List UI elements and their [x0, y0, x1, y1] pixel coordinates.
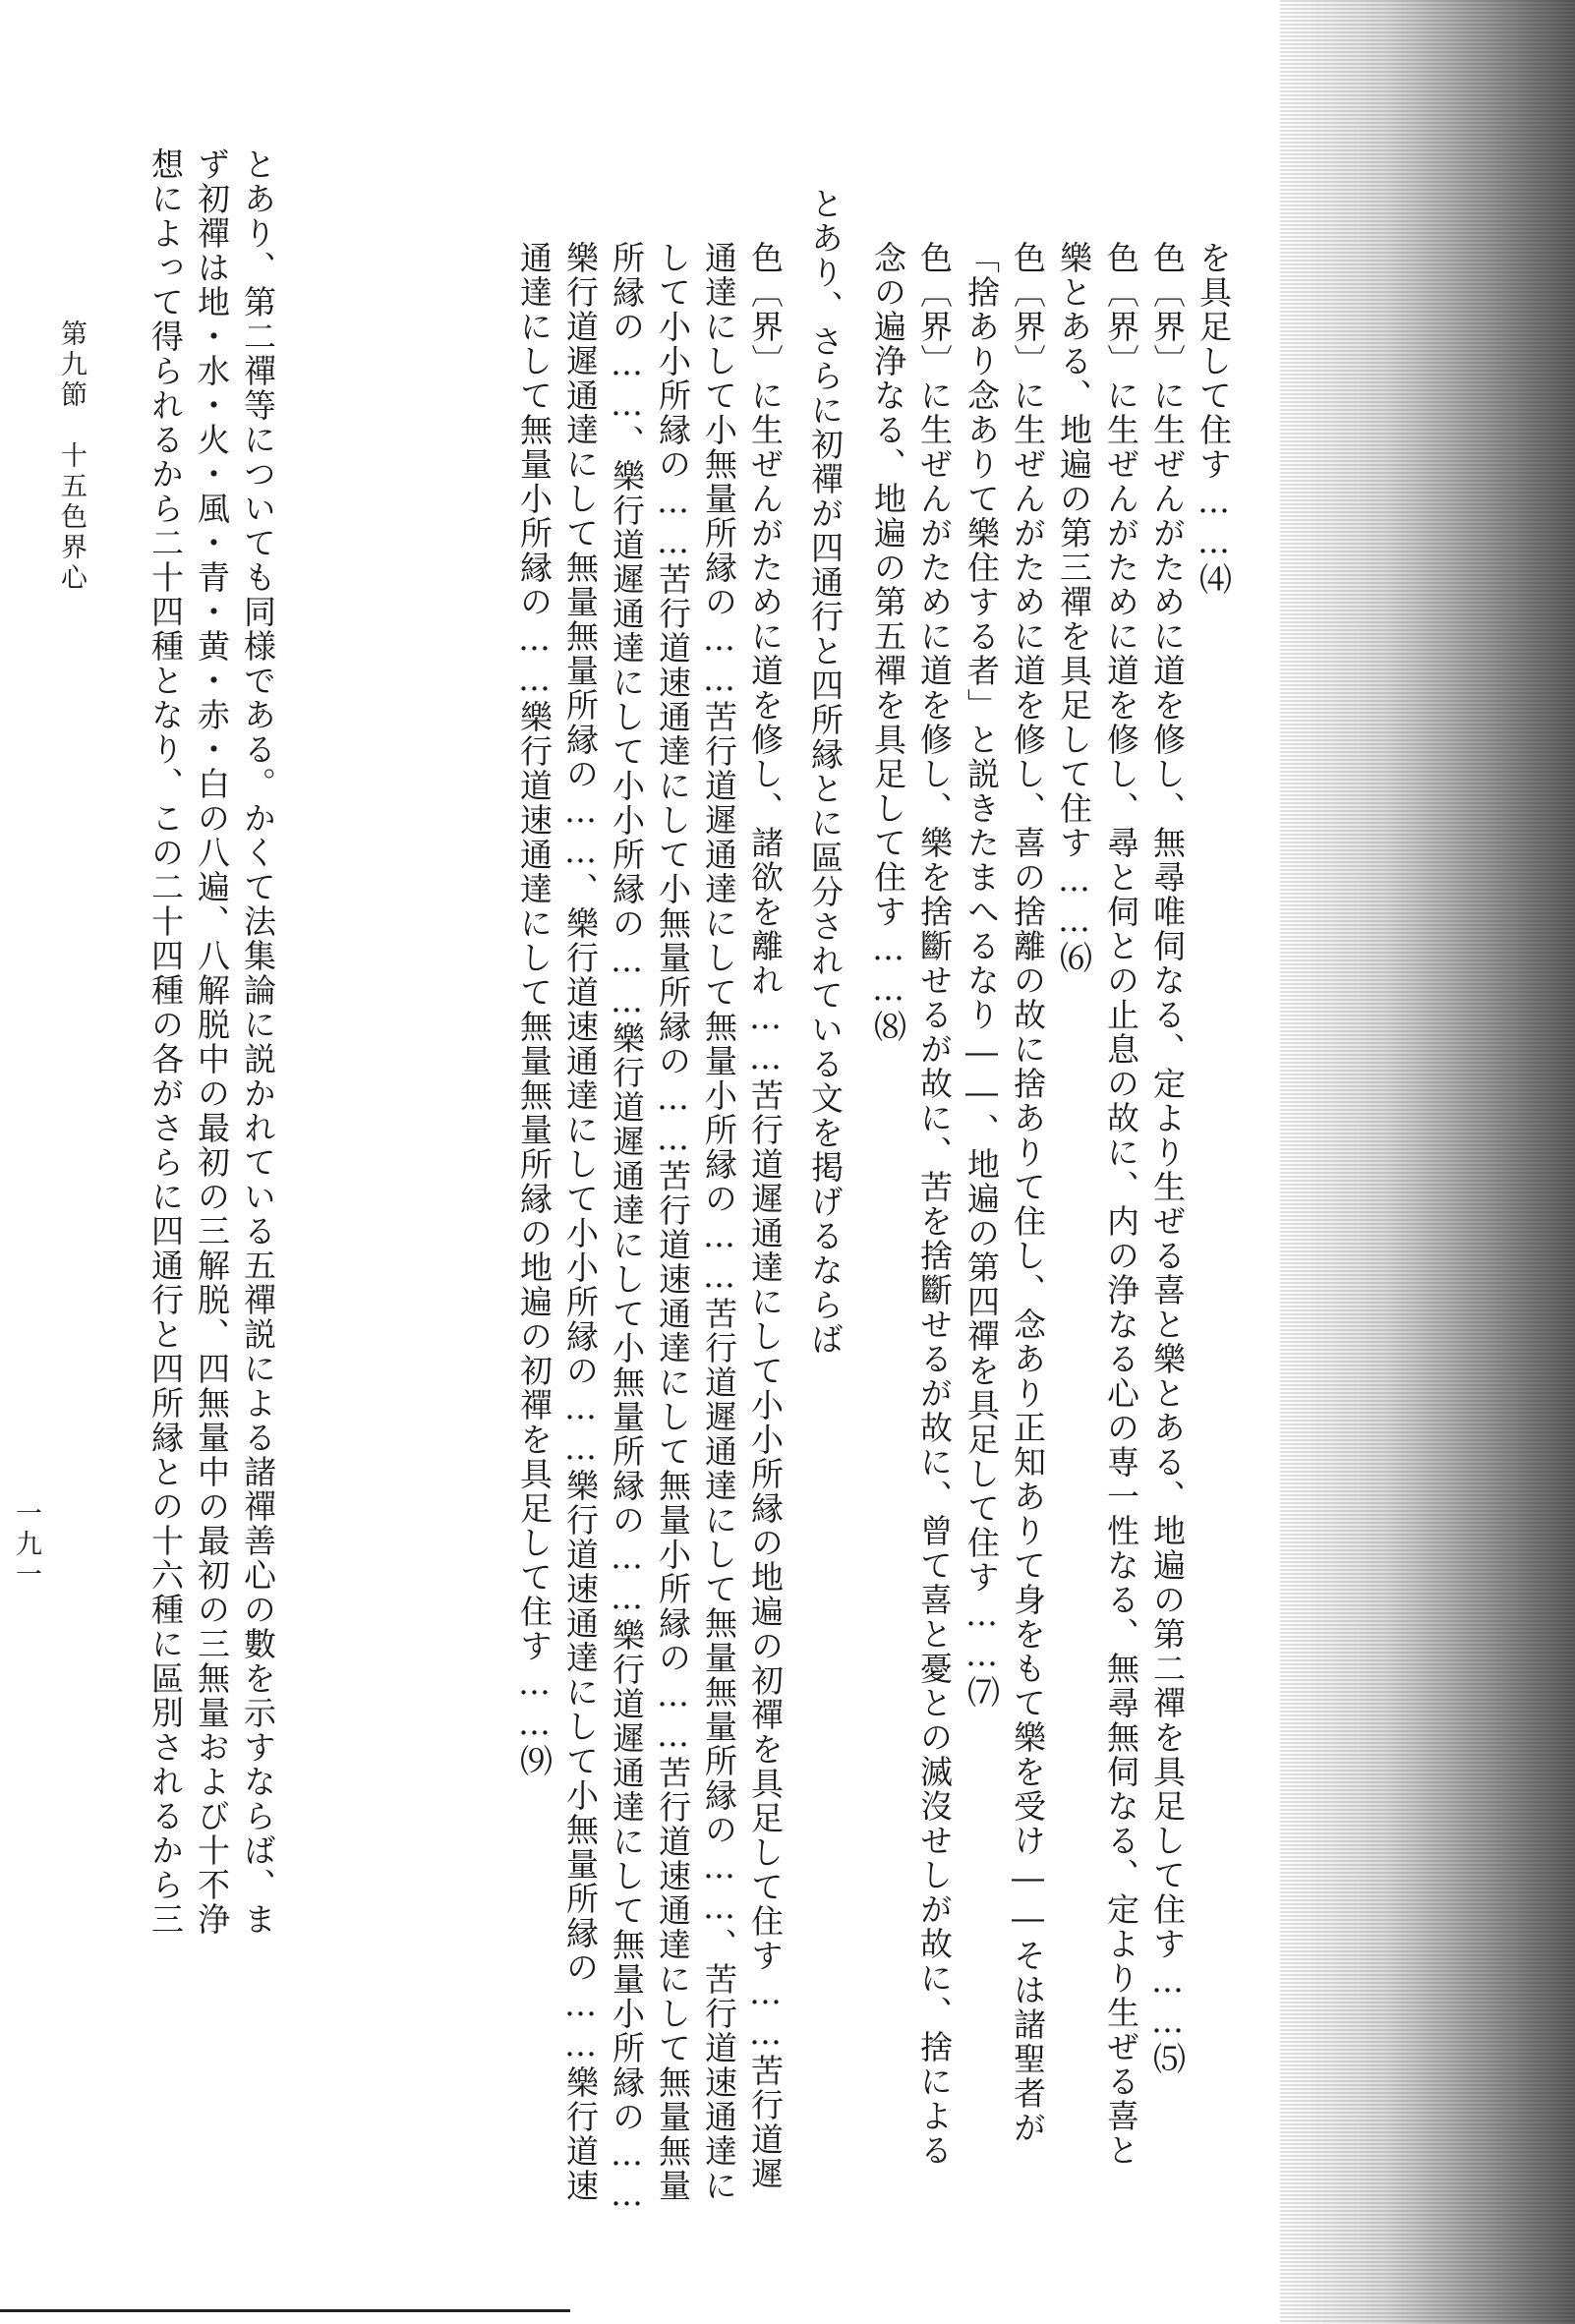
text-line: 「捨あり念ありて樂住する者」と説きたまへるなり――、地遍の第四禪を具足して住す……⑺	[962, 241, 1001, 1710]
text-line: とあり、第二禪等についても同様である。かくて法集論に説かれている五禪説による諸禪善心の數を示すならば、ま	[239, 147, 277, 1937]
text-line: 色〔界〕に生ぜんがために道を修し、樂を捨斷せるが故に、苦を捨斷せるが故に、曾て喜と憂との滅沒せしが故に、捨による	[915, 241, 954, 2168]
text-line: 樂とある、地遍の第三禪を具足して住す……⑹	[1055, 241, 1093, 975]
text-line: 所縁の……、樂行道遲通達にして小小所縁の……樂行道遲通達にして小無量所縁の……樂行道遲通達にして無量小所縁の……	[608, 241, 646, 2215]
scan-noise	[1280, 0, 1575, 2324]
text-line: ず初禪は地・水・火・風・青・黄・赤・白の八遍、八解脱中の最初の三解脱、四無量中の最初の三無量および十不浄	[193, 147, 231, 1937]
text-line: 樂行道遲通達にして無量無量所縁の……、樂行道速通達にして小小所縁の……樂行道速通達にして小無量所縁の……樂行道速	[561, 241, 600, 2203]
text-line: を具足して住す……⑷	[1195, 241, 1233, 597]
text-line: 想によって得られるから二十四種となり、この二十四種の各がさらに四通行と四所縁との十六種に區別されるから三	[146, 147, 185, 1937]
text-line: とあり、さらに初禪が四通行と四所縁とに區分されている文を掲げるならば	[806, 187, 845, 1357]
text-line: 色〔界〕に生ぜんがために道を修し、喜の捨離の故に捨ありて住し、念あり正知ありて身をもて樂を受け――そは諸聖者が	[1009, 241, 1047, 2145]
text-line: 色〔界〕に生ぜんがために道を修し、無尋唯伺なる、定より生ぜる喜と樂とある、地遍の第二禪を具足して住す……⑸	[1148, 241, 1187, 2076]
text-line: 念の遍浄なる、地遍の第五禪を具足して住す……⑻	[869, 241, 907, 1044]
text-line: 通達にして小無量所縁の……苦行道遲通達にして無量小所縁の……苦行道遲通達にして無量無量所縁の……、苦行道速通達に	[700, 241, 738, 2203]
text-line: して小小所縁の……苦行道速通達にして小無量所縁の……苦行道速通達にして無量小所縁の……苦行道速通達にして無量無量	[654, 241, 692, 2203]
text-line: 色〔界〕に生ぜんがために道を修し、諸欲を離れ……苦行道遲通達にして小小所縁の地遍の初禪を具足して住す……苦行道遲	[746, 241, 785, 2191]
page-number: 一九一	[11, 1499, 41, 1591]
text-line: 色〔界〕に生ぜんがために道を修し、尋と伺との止息の故に、内の浄なる心の専一性なる、無尋無伺なる、定より生ぜる喜と	[1102, 241, 1140, 2168]
section-title: 第九節 十五色界心	[56, 320, 87, 594]
text-line: 通達にして無量小所縁の……樂行道速通達にして無量無量所縁の地遍の初禪を具足して住す……⑼	[515, 241, 554, 1778]
bottom-rule	[0, 2309, 570, 2312]
